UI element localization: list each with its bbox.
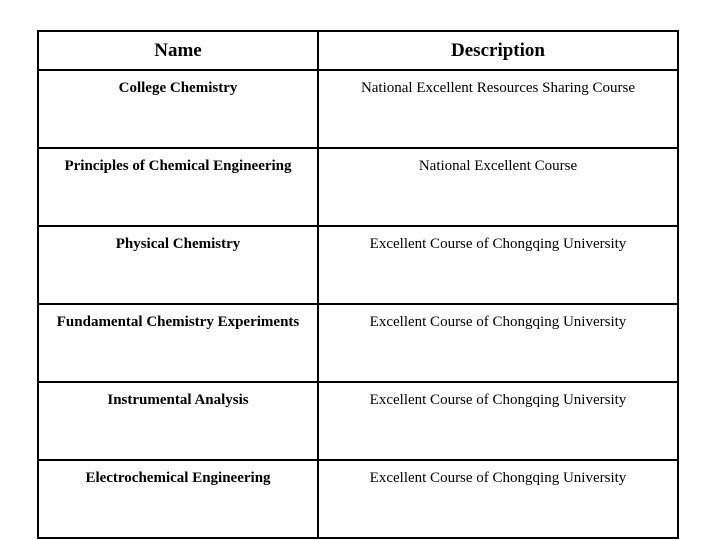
course-description-cell: National Excellent Resources Sharing Course xyxy=(318,70,678,148)
course-description-cell: National Excellent Course xyxy=(318,148,678,226)
course-name-cell: Fundamental Chemistry Experiments xyxy=(38,304,318,382)
course-name-cell: Physical Chemistry xyxy=(38,226,318,304)
table-row xyxy=(38,148,678,226)
courses-table xyxy=(37,30,679,539)
header-row xyxy=(38,31,678,70)
column-header-description: Description xyxy=(318,31,678,70)
course-description-cell: Excellent Course of Chongqing University xyxy=(318,382,678,460)
course-name-cell: College Chemistry xyxy=(38,70,318,148)
table-row xyxy=(38,70,678,148)
table-row xyxy=(38,226,678,304)
table-row xyxy=(38,304,678,382)
course-name-cell: Electrochemical Engineering xyxy=(38,460,318,538)
course-description-cell: Excellent Course of Chongqing University xyxy=(318,304,678,382)
column-header-name: Name xyxy=(38,31,318,70)
course-description-cell: Excellent Course of Chongqing University xyxy=(318,226,678,304)
course-name-cell: Principles of Chemical Engineering xyxy=(38,148,318,226)
course-name-cell: Instrumental Analysis xyxy=(38,382,318,460)
table-row xyxy=(38,460,678,538)
course-description-cell: Excellent Course of Chongqing University xyxy=(318,460,678,538)
table-row xyxy=(38,382,678,460)
